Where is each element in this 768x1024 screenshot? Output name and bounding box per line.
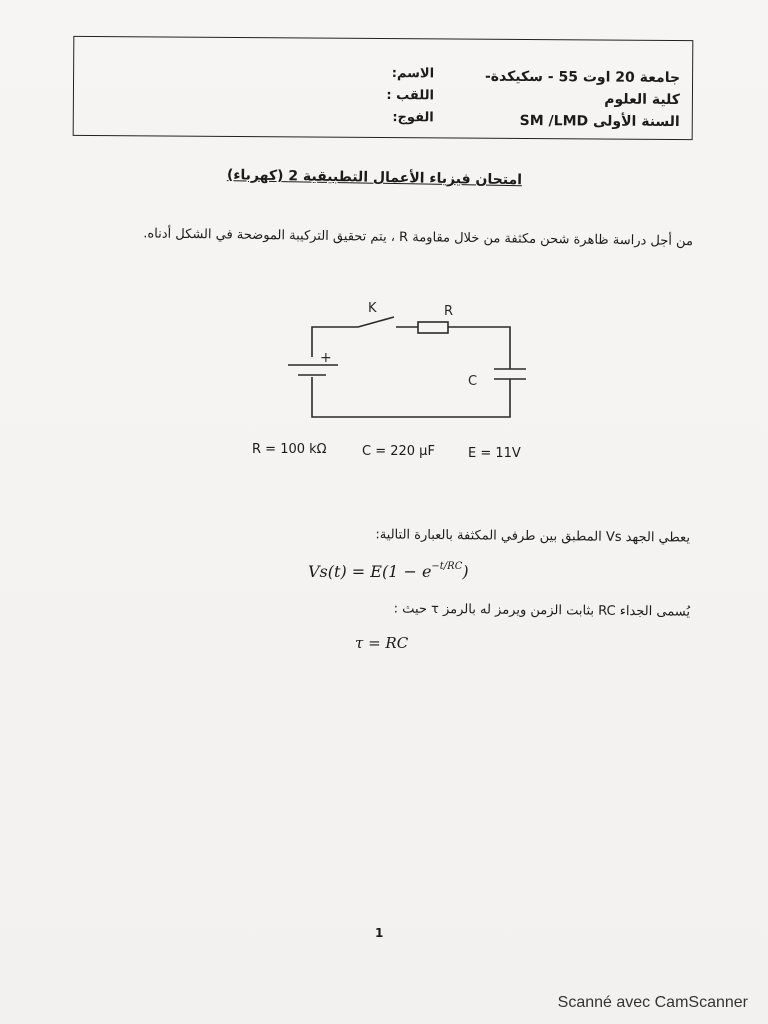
resistance-value: R = 100 kΩ bbox=[252, 442, 327, 457]
name-label: الاسم: bbox=[391, 66, 435, 82]
voltage-sentence: يعطي الجهد Vs المطبق بين طرفي المكثفة بالعبارة التالية: bbox=[375, 527, 691, 546]
intro-paragraph: من أجل دراسة ظاهرة شحن مكثفة من خلال مقاومة R ، يتم تحقيق التركيبة الموضحة في الشكل أدناه. bbox=[143, 226, 694, 250]
tau-sentence: يُسمى الجداء RC بثابت الزمن ويرمز له بالرمز τ حيث : bbox=[393, 601, 691, 620]
surname-label: اللقب : bbox=[386, 88, 434, 104]
wire-top-left bbox=[312, 327, 358, 357]
battery-plus-sign: + bbox=[320, 350, 332, 366]
scanner-watermark: Scanné avec CamScanner bbox=[557, 994, 748, 1011]
capacitance-value: C = 220 µF bbox=[362, 444, 435, 459]
formula-exponent: −t/RC bbox=[431, 561, 463, 572]
wire-top-right bbox=[448, 327, 510, 369]
header-box bbox=[73, 36, 694, 140]
resistor-symbol bbox=[418, 322, 448, 333]
resistor-label: R bbox=[444, 304, 454, 319]
circuit-svg bbox=[270, 295, 540, 435]
group-label: الفوج: bbox=[392, 110, 434, 126]
emf-value: E = 11V bbox=[468, 446, 521, 461]
wire-bottom bbox=[312, 377, 510, 417]
formula-main: Vs(t) = E(1 − e bbox=[308, 562, 432, 581]
formula-close: ) bbox=[462, 562, 469, 581]
faculty-name: كلية العلوم bbox=[604, 91, 680, 109]
page-number: 1 bbox=[375, 926, 384, 940]
exam-title: امتحان فيزياء الأعمال التطبيقية 2 (كهرباء) bbox=[226, 167, 523, 189]
student-info-block bbox=[314, 63, 434, 130]
charging-formula bbox=[308, 562, 469, 581]
academic-year: السنة الأولى SM /LMD bbox=[519, 112, 680, 131]
university-name: جامعة 20 اوت 55 - سكيكدة- bbox=[484, 68, 681, 87]
circuit-diagram bbox=[270, 295, 540, 435]
switch-label: K bbox=[368, 301, 377, 316]
capacitor-label: C bbox=[468, 374, 478, 389]
institution-block bbox=[485, 66, 681, 133]
switch-blade bbox=[358, 317, 394, 327]
tau-formula: τ = RC bbox=[355, 634, 409, 652]
